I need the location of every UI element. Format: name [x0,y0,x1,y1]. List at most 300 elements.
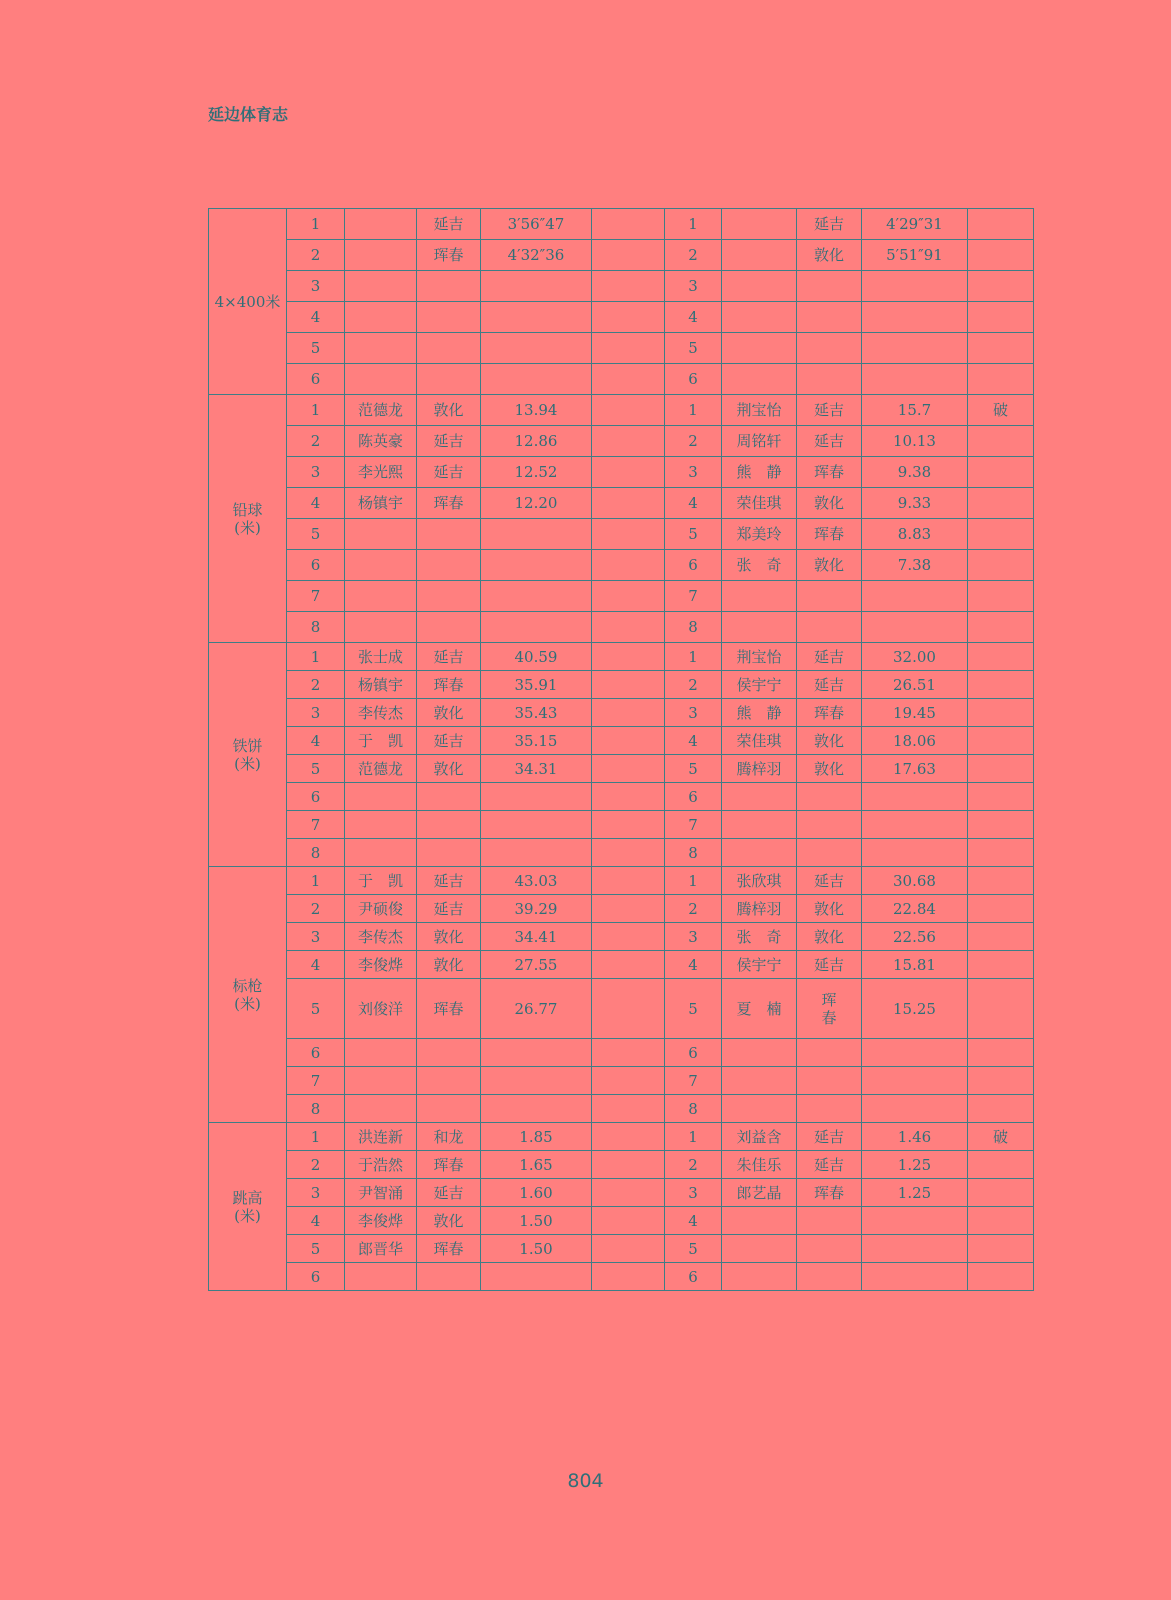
women-result-cell: 9.33 [862,488,968,519]
women-rank-cell: 8 [665,1095,722,1123]
women-team-cell [797,302,862,333]
women-result-cell: 22.56 [862,923,968,951]
men-result-cell: 27.55 [481,951,592,979]
women-name-cell [722,1207,797,1235]
women-note-cell [968,1235,1034,1263]
women-note-cell [968,755,1034,783]
men-team-cell: 敦化 [417,951,481,979]
women-name-cell: 郎艺晶 [722,1179,797,1207]
women-note-cell [968,979,1034,1039]
men-result-cell: 12.20 [481,488,592,519]
table-row [209,488,1034,519]
men-name-cell: 杨镇宇 [345,671,417,699]
men-rank-cell: 4 [287,727,345,755]
men-result-cell: 34.31 [481,755,592,783]
men-result-cell: 3′56″47 [481,209,592,240]
women-result-cell [862,783,968,811]
men-rank-cell: 1 [287,643,345,671]
men-team-cell: 珲春 [417,240,481,271]
women-note-cell [968,581,1034,612]
women-team-cell: 延吉 [797,426,862,457]
women-result-cell: 7.38 [862,550,968,581]
men-note-cell [592,643,665,671]
women-rank-cell: 2 [665,240,722,271]
women-name-cell [722,1263,797,1291]
men-name-cell: 尹硕俊 [345,895,417,923]
women-result-cell: 1.25 [862,1179,968,1207]
women-result-cell [862,271,968,302]
table-row [209,426,1034,457]
men-rank-cell: 8 [287,839,345,867]
women-team-cell: 珲春 [797,1179,862,1207]
table-row [209,727,1034,755]
men-rank-cell: 6 [287,550,345,581]
women-result-cell: 22.84 [862,895,968,923]
event-cell [209,643,287,867]
women-result-cell: 8.83 [862,519,968,550]
women-note-cell [968,867,1034,895]
women-team-cell: 延吉 [797,1151,862,1179]
men-rank-cell: 2 [287,671,345,699]
men-note-cell [592,550,665,581]
men-name-cell [345,271,417,302]
table-row [209,1235,1034,1263]
women-team-cell: 敦化 [797,923,862,951]
event-unit: (米) [234,754,261,773]
women-team-cell: 敦化 [797,240,862,271]
women-rank-cell: 4 [665,1207,722,1235]
book-title: 延边体育志 [208,105,289,124]
table-row [209,671,1034,699]
women-name-cell [722,364,797,395]
table-row [209,1179,1034,1207]
men-result-cell: 34.41 [481,923,592,951]
women-note-cell [968,612,1034,643]
women-note-cell [968,951,1034,979]
women-note-cell [968,457,1034,488]
men-team-cell: 延吉 [417,727,481,755]
women-team-cell [797,612,862,643]
men-note-cell [592,1263,665,1291]
men-note-cell [592,581,665,612]
men-team-cell: 敦化 [417,699,481,727]
women-result-cell: 1.25 [862,1151,968,1179]
men-result-cell [481,581,592,612]
men-note-cell [592,1067,665,1095]
men-result-cell: 1.60 [481,1179,592,1207]
women-team-cell: 延吉 [797,643,862,671]
women-rank-cell: 2 [665,671,722,699]
women-team-cell: 敦化 [797,895,862,923]
women-name-cell: 腾梓羽 [722,755,797,783]
men-name-cell [345,1039,417,1067]
women-team-cell [797,1095,862,1123]
women-name-cell [722,271,797,302]
table-row [209,333,1034,364]
women-name-cell [722,1095,797,1123]
men-name-cell: 范德龙 [345,395,417,426]
men-result-cell [481,271,592,302]
men-team-cell: 延吉 [417,895,481,923]
men-rank-cell: 3 [287,923,345,951]
men-result-cell: 12.86 [481,426,592,457]
men-team-cell: 敦化 [417,755,481,783]
women-rank-cell: 6 [665,783,722,811]
women-result-cell [862,1067,968,1095]
women-note-cell [968,699,1034,727]
men-rank-cell: 4 [287,488,345,519]
women-note-cell [968,209,1034,240]
men-name-cell [345,550,417,581]
event-cell [209,867,287,1123]
men-rank-cell: 7 [287,581,345,612]
men-note-cell [592,209,665,240]
men-note-cell [592,240,665,271]
men-result-cell: 12.52 [481,457,592,488]
men-result-cell: 35.91 [481,671,592,699]
men-result-cell: 39.29 [481,895,592,923]
women-note-cell: 破 [968,1123,1034,1151]
women-note-cell [968,1151,1034,1179]
table-row [209,951,1034,979]
men-result-cell [481,811,592,839]
women-result-cell: 10.13 [862,426,968,457]
women-team-cell [797,1067,862,1095]
men-rank-cell: 7 [287,1067,345,1095]
women-rank-cell: 4 [665,727,722,755]
women-team-cell [797,364,862,395]
table-row [209,240,1034,271]
men-team-cell: 延吉 [417,426,481,457]
men-rank-cell: 1 [287,1123,345,1151]
table-row [209,395,1034,426]
men-team-cell [417,839,481,867]
men-rank-cell: 6 [287,364,345,395]
table-row [209,1039,1034,1067]
men-result-cell [481,333,592,364]
women-rank-cell: 1 [665,395,722,426]
men-team-cell [417,333,481,364]
women-note-cell [968,1095,1034,1123]
women-name-cell: 熊 静 [722,699,797,727]
women-team-cell: 延吉 [797,867,862,895]
men-note-cell [592,271,665,302]
men-note-cell [592,457,665,488]
event-cell [209,209,287,395]
men-rank-cell: 7 [287,811,345,839]
women-name-cell [722,209,797,240]
event-unit: (米) [234,1206,261,1225]
men-result-cell [481,550,592,581]
men-note-cell [592,867,665,895]
women-name-cell [722,783,797,811]
men-result-cell [481,364,592,395]
men-team-cell: 珲春 [417,1235,481,1263]
table-row [209,839,1034,867]
men-team-cell [417,271,481,302]
women-result-cell [862,811,968,839]
men-result-cell: 1.50 [481,1235,592,1263]
men-name-cell: 李俊烨 [345,1207,417,1235]
men-team-cell [417,550,481,581]
women-rank-cell: 8 [665,612,722,643]
men-name-cell: 尹智涌 [345,1179,417,1207]
men-team-cell: 延吉 [417,643,481,671]
women-team-cell: 敦化 [797,755,862,783]
men-team-cell: 珲春 [417,1151,481,1179]
men-rank-cell: 5 [287,755,345,783]
table-row [209,979,1034,1039]
women-note-cell [968,1263,1034,1291]
men-name-cell [345,1095,417,1123]
men-result-cell: 43.03 [481,867,592,895]
women-name-cell [722,581,797,612]
men-result-cell: 40.59 [481,643,592,671]
women-name-cell: 夏 楠 [722,979,797,1039]
men-name-cell [345,302,417,333]
men-note-cell [592,395,665,426]
men-rank-cell: 2 [287,240,345,271]
men-result-cell: 26.77 [481,979,592,1039]
men-name-cell [345,364,417,395]
women-result-cell: 18.06 [862,727,968,755]
men-result-cell [481,1039,592,1067]
men-rank-cell: 3 [287,457,345,488]
women-team-cell [797,581,862,612]
women-rank-cell: 3 [665,457,722,488]
men-note-cell [592,612,665,643]
men-rank-cell: 6 [287,1263,345,1291]
men-name-cell: 刘俊洋 [345,979,417,1039]
table-row [209,581,1034,612]
women-note-cell [968,671,1034,699]
men-rank-cell: 2 [287,895,345,923]
men-note-cell [592,783,665,811]
men-name-cell: 李传杰 [345,923,417,951]
men-name-cell [345,1263,417,1291]
women-name-cell [722,1067,797,1095]
men-name-cell: 洪连新 [345,1123,417,1151]
men-team-cell: 延吉 [417,1179,481,1207]
men-rank-cell: 1 [287,395,345,426]
women-note-cell [968,1039,1034,1067]
men-rank-cell: 6 [287,1039,345,1067]
table-row [209,643,1034,671]
men-rank-cell: 5 [287,519,345,550]
men-name-cell: 杨镇宇 [345,488,417,519]
men-name-cell: 李传杰 [345,699,417,727]
men-name-cell [345,783,417,811]
table-row [209,1067,1034,1095]
page-number: 804 [567,1470,604,1492]
women-name-cell: 郑美玲 [722,519,797,550]
women-result-cell: 17.63 [862,755,968,783]
table-row [209,1207,1034,1235]
women-name-cell: 侯宇宁 [722,671,797,699]
women-result-cell [862,1207,968,1235]
women-rank-cell: 2 [665,895,722,923]
women-name-cell: 张 奇 [722,550,797,581]
women-name-cell: 刘益含 [722,1123,797,1151]
women-result-cell [862,364,968,395]
men-name-cell [345,612,417,643]
women-note-cell [968,302,1034,333]
women-rank-cell: 4 [665,951,722,979]
women-team-cell: 珲春 [797,519,862,550]
men-note-cell [592,923,665,951]
men-note-cell [592,727,665,755]
men-note-cell [592,1095,665,1123]
men-team-cell: 敦化 [417,1207,481,1235]
men-team-cell [417,1263,481,1291]
women-rank-cell: 8 [665,839,722,867]
women-rank-cell: 1 [665,209,722,240]
women-name-cell: 荆宝怡 [722,643,797,671]
men-result-cell [481,1263,592,1291]
women-team-cell [797,333,862,364]
men-note-cell [592,979,665,1039]
women-name-cell: 腾梓羽 [722,895,797,923]
men-name-cell [345,581,417,612]
women-rank-cell: 2 [665,426,722,457]
men-name-cell [345,209,417,240]
women-rank-cell: 6 [665,1263,722,1291]
women-name-cell [722,811,797,839]
women-note-cell [968,1067,1034,1095]
women-result-cell [862,302,968,333]
women-rank-cell: 3 [665,271,722,302]
men-rank-cell: 8 [287,1095,345,1123]
men-name-cell: 于 凯 [345,867,417,895]
women-note-cell [968,271,1034,302]
women-team-cell: 敦化 [797,550,862,581]
men-rank-cell: 5 [287,979,345,1039]
women-note-cell: 破 [968,395,1034,426]
men-result-cell: 13.94 [481,395,592,426]
men-result-cell [481,1067,592,1095]
women-result-cell [862,612,968,643]
men-rank-cell: 4 [287,1207,345,1235]
women-name-cell: 朱佳乐 [722,1151,797,1179]
men-name-cell: 郎晋华 [345,1235,417,1263]
men-name-cell: 于 凯 [345,727,417,755]
men-rank-cell: 2 [287,1151,345,1179]
men-name-cell: 李俊烨 [345,951,417,979]
table-row [209,1095,1034,1123]
men-note-cell [592,699,665,727]
women-rank-cell: 7 [665,1067,722,1095]
table-row [209,783,1034,811]
men-note-cell [592,1123,665,1151]
women-name-cell [722,839,797,867]
men-note-cell [592,519,665,550]
men-rank-cell: 6 [287,783,345,811]
women-rank-cell: 2 [665,1151,722,1179]
women-note-cell [968,1179,1034,1207]
event-cell [209,395,287,643]
table-row [209,1263,1034,1291]
men-rank-cell: 5 [287,333,345,364]
women-team-cell: 延吉 [797,395,862,426]
women-result-cell [862,839,968,867]
men-rank-cell: 3 [287,271,345,302]
men-team-cell: 珲春 [417,979,481,1039]
men-team-cell [417,302,481,333]
men-team-cell: 延吉 [417,209,481,240]
women-rank-cell: 1 [665,867,722,895]
table-row [209,867,1034,895]
women-name-cell: 荆宝怡 [722,395,797,426]
men-team-cell: 珲春 [417,488,481,519]
women-result-cell: 15.7 [862,395,968,426]
event-cell [209,1123,287,1291]
men-rank-cell: 8 [287,612,345,643]
women-note-cell [968,550,1034,581]
women-result-cell [862,1235,968,1263]
women-result-cell: 4′29″31 [862,209,968,240]
women-note-cell [968,1207,1034,1235]
event-unit: (米) [234,518,261,537]
women-result-cell: 15.25 [862,979,968,1039]
men-note-cell [592,488,665,519]
men-team-cell [417,1095,481,1123]
women-result-cell: 26.51 [862,671,968,699]
table-row [209,457,1034,488]
men-team-cell [417,1039,481,1067]
women-team-cell: 珲春 [797,699,862,727]
women-rank-cell: 5 [665,333,722,364]
men-note-cell [592,364,665,395]
women-result-cell: 5′51″91 [862,240,968,271]
women-name-cell [722,240,797,271]
women-team-cell [797,1039,862,1067]
men-team-cell: 敦化 [417,923,481,951]
women-rank-cell: 6 [665,550,722,581]
results-table [208,208,1034,1291]
women-name-cell: 侯宇宁 [722,951,797,979]
women-name-cell [722,302,797,333]
event-name: 铁饼 [232,736,263,755]
event-name: 4×400米 [214,292,281,311]
women-rank-cell: 7 [665,581,722,612]
table-row [209,209,1034,240]
women-result-cell: 32.00 [862,643,968,671]
women-name-cell: 熊 静 [722,457,797,488]
table-row [209,811,1034,839]
women-result-cell: 30.68 [862,867,968,895]
women-rank-cell: 4 [665,302,722,333]
women-name-cell: 荣佳琪 [722,727,797,755]
men-result-cell: 1.65 [481,1151,592,1179]
women-team-cell: 延吉 [797,209,862,240]
men-note-cell [592,333,665,364]
men-note-cell [592,895,665,923]
women-name-cell: 荣佳琪 [722,488,797,519]
men-name-cell [345,333,417,364]
men-note-cell [592,755,665,783]
men-team-cell: 延吉 [417,867,481,895]
women-name-cell [722,612,797,643]
women-note-cell [968,519,1034,550]
table-row [209,612,1034,643]
event-name: 铅球 [232,500,263,519]
women-result-cell [862,1095,968,1123]
men-note-cell [592,811,665,839]
men-name-cell [345,519,417,550]
women-team-cell: 敦化 [797,488,862,519]
men-name-cell: 李光熙 [345,457,417,488]
women-note-cell [968,240,1034,271]
